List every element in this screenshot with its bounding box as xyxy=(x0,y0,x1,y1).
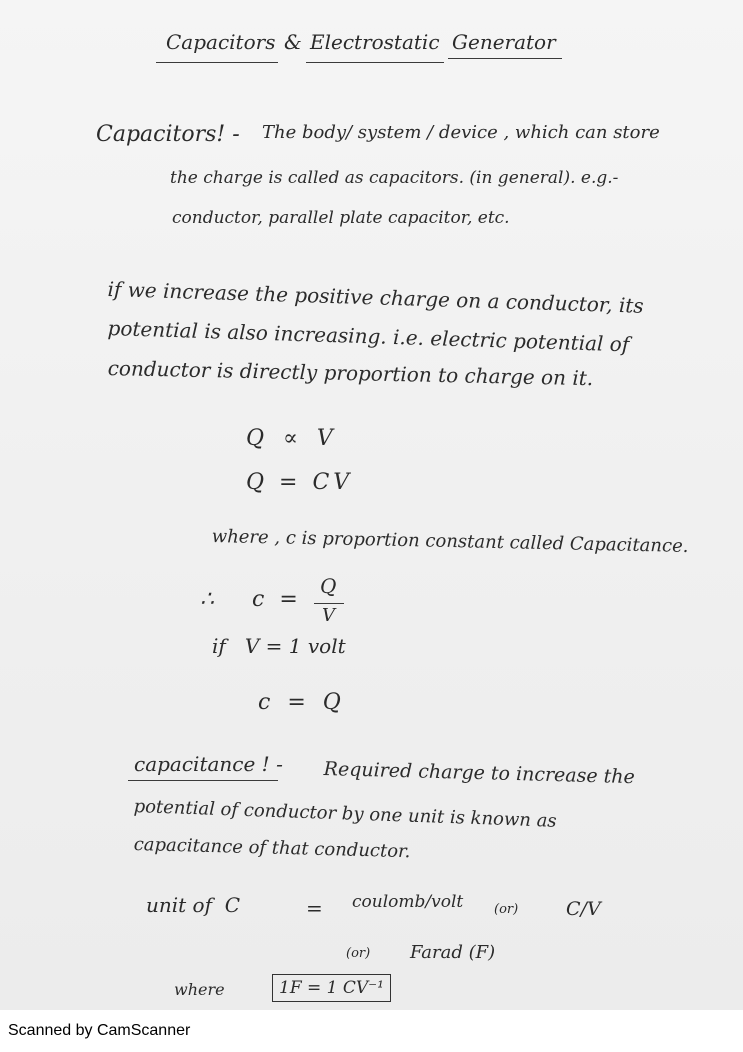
unit-or-2: (or) xyxy=(346,946,371,961)
equation-c-equals-q: c = Q xyxy=(258,690,346,715)
potential-paragraph-line-3: conductor is directly proportion to charge on it. xyxy=(107,356,594,391)
equation-c-label: c = xyxy=(252,587,302,612)
capacitance-underline xyxy=(128,780,278,781)
capacitance-text-line-2: potential of conductor by one unit is known as xyxy=(133,796,557,832)
fraction-numerator: Q xyxy=(320,574,337,598)
unit-coulomb-per-volt: coulomb/volt xyxy=(352,892,464,912)
unit-of-c-label: unit of C xyxy=(146,893,241,917)
equation-q-equals-cv: Q = CV xyxy=(246,470,354,495)
capacitors-text-line-3: conductor, parallel plate capacitor, etc. xyxy=(172,208,510,228)
potential-paragraph-line-1: if we increase the positive charge on a conductor, its xyxy=(107,277,644,318)
title-underline-3 xyxy=(448,58,562,59)
therefore-symbol: ∴ xyxy=(200,587,214,612)
equation-proportional: Q ∝ V xyxy=(246,426,339,451)
farad-definition-box: 1F = 1 CV⁻¹ xyxy=(272,974,391,1002)
fraction-denominator: V xyxy=(322,605,335,626)
title-ampersand: & xyxy=(284,30,302,54)
title-underline-1 xyxy=(156,62,278,63)
where-label: where xyxy=(174,980,225,999)
capacitors-label: Capacitors! - xyxy=(96,122,240,147)
potential-paragraph-line-2: potential is also increasing. i.e. electric potential of xyxy=(107,316,630,357)
title-underline-2 xyxy=(306,62,444,63)
unit-c-per-v: C/V xyxy=(566,898,601,920)
title-electrostatic: Electrostatic xyxy=(310,30,440,54)
if-volt-condition: if V = 1 volt xyxy=(212,634,346,658)
scanner-watermark: Scanned by CamScanner xyxy=(8,1022,191,1039)
capacitance-text-line-1: Required charge to increase the xyxy=(323,758,636,789)
unit-farad: Farad (F) xyxy=(410,942,496,963)
unit-or-1: (or) xyxy=(494,902,519,917)
fraction-bar xyxy=(314,603,344,604)
title-capacitors: Capacitors xyxy=(166,30,276,54)
capacitance-label: capacitance ! - xyxy=(134,752,283,776)
capacitors-text-line-2: the charge is called as capacitors. (in general). e.g.- xyxy=(170,168,619,188)
capacitors-text-line-1: The body/ system / device , which can store xyxy=(262,122,660,143)
unit-equals: = xyxy=(306,896,323,920)
capacitance-text-line-3: capacitance of that conductor. xyxy=(133,834,411,863)
title-generator: Generator xyxy=(452,30,556,54)
where-proportion-text: where , c is proportion constant called Capacitance. xyxy=(211,526,689,557)
